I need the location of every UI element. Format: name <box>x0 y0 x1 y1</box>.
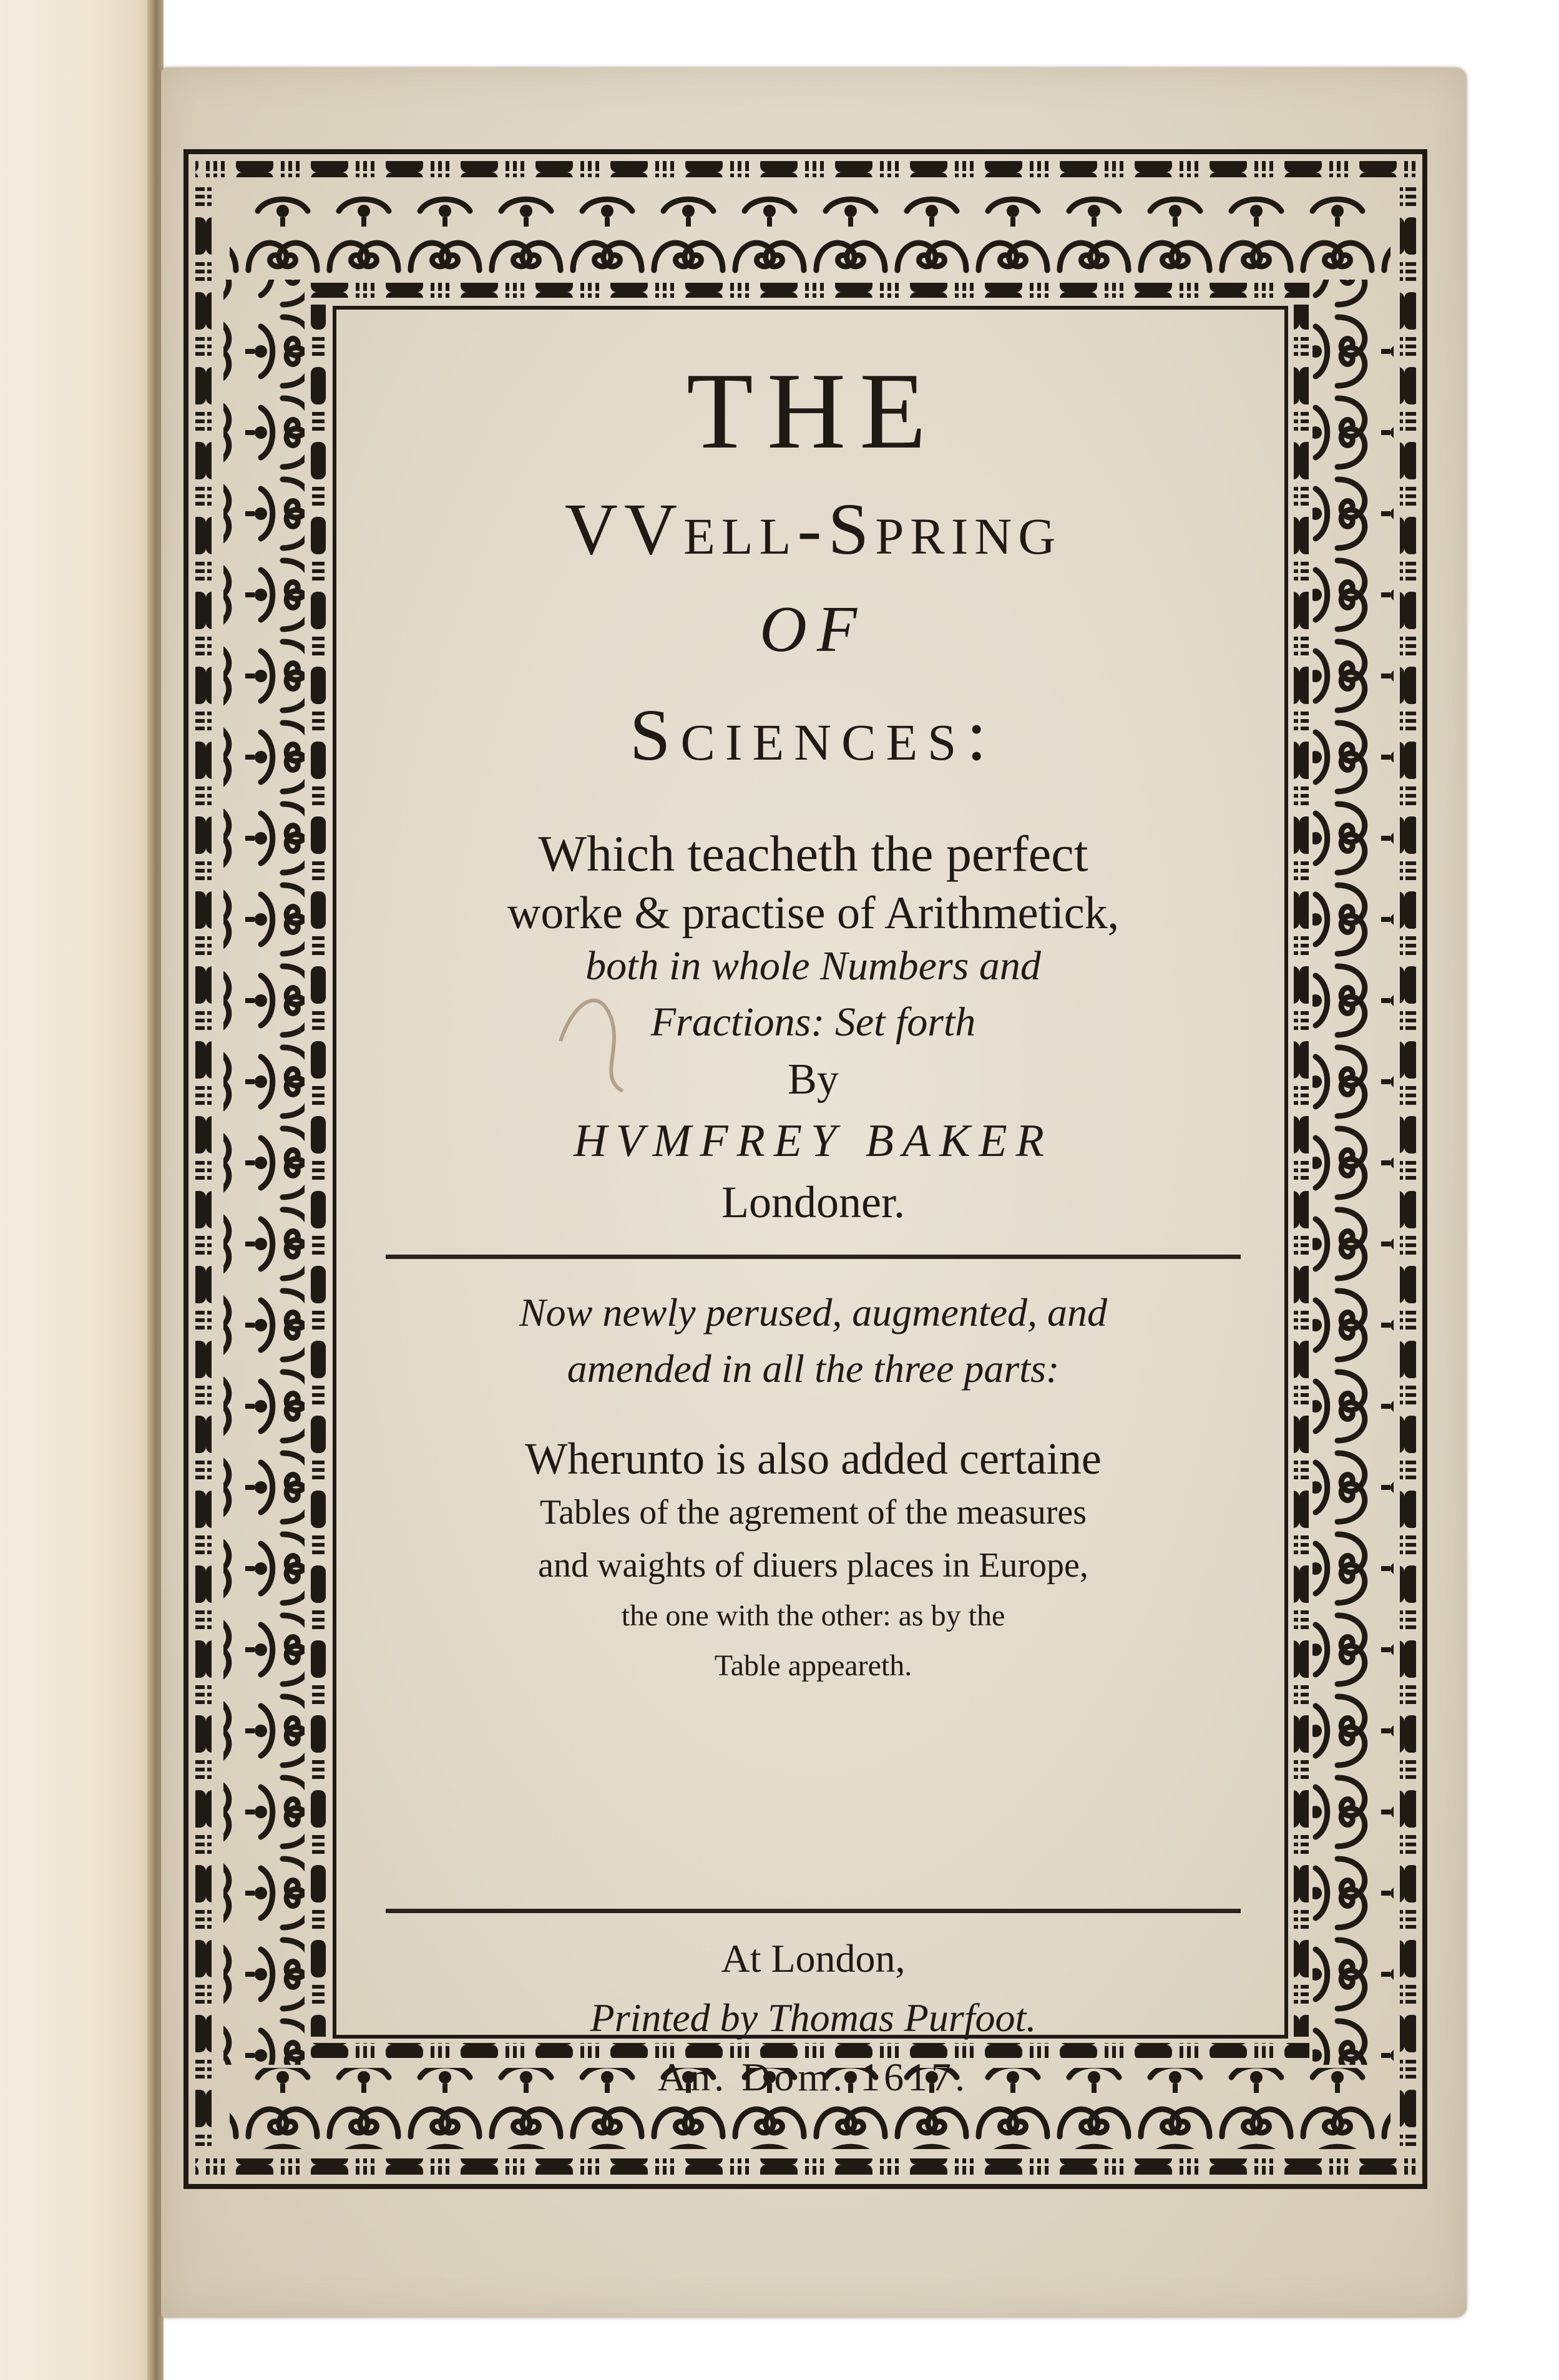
revision-line-2: amended in all the three parts: <box>567 1346 1060 1391</box>
addition-line-2: Tables of the agrement of the measures <box>539 1493 1087 1532</box>
book-binding-page-edge <box>0 0 156 2380</box>
title-line-the: THE <box>686 350 941 471</box>
subtitle-line-1: Which teacheth the perfect <box>538 825 1088 882</box>
author-suffix: Londoner. <box>721 1177 905 1227</box>
subtitle-line-3: both in whole Numbers and <box>585 943 1041 989</box>
title-page-text <box>373 330 1253 2099</box>
addition-line-1: Wherunto is also added certaine <box>525 1434 1102 1484</box>
byline-by: By <box>788 1055 839 1104</box>
title-line-sciences: Sciences: <box>629 694 997 776</box>
imprint-date: An. Dom. 1617. <box>657 2055 969 2099</box>
divider-rule-lower <box>386 1909 1241 1913</box>
title-line-of: OF <box>760 592 867 665</box>
imprint-place: At London, <box>721 1936 906 1981</box>
addition-line-3: and waights of diuers places in Europe, <box>538 1546 1088 1585</box>
author-name: HVMFREY BAKER <box>574 1115 1053 1167</box>
title-line-wellspring: VVell-Spring <box>564 488 1062 570</box>
addition-line-4: the one with the other: as by the <box>621 1599 1005 1632</box>
subtitle-line-4: Fractions: Set forth <box>650 999 976 1045</box>
divider-rule-upper <box>386 1255 1241 1259</box>
title-page <box>161 67 1467 2318</box>
revision-line-1: Now newly perused, augmented, and <box>519 1290 1108 1334</box>
subtitle-line-2: worke & practise of Arithmetick, <box>507 888 1120 939</box>
imprint-printer: Printed by Thomas Purfoot. <box>590 1996 1037 2040</box>
addition-line-5: Table appeareth. <box>714 1649 912 1682</box>
